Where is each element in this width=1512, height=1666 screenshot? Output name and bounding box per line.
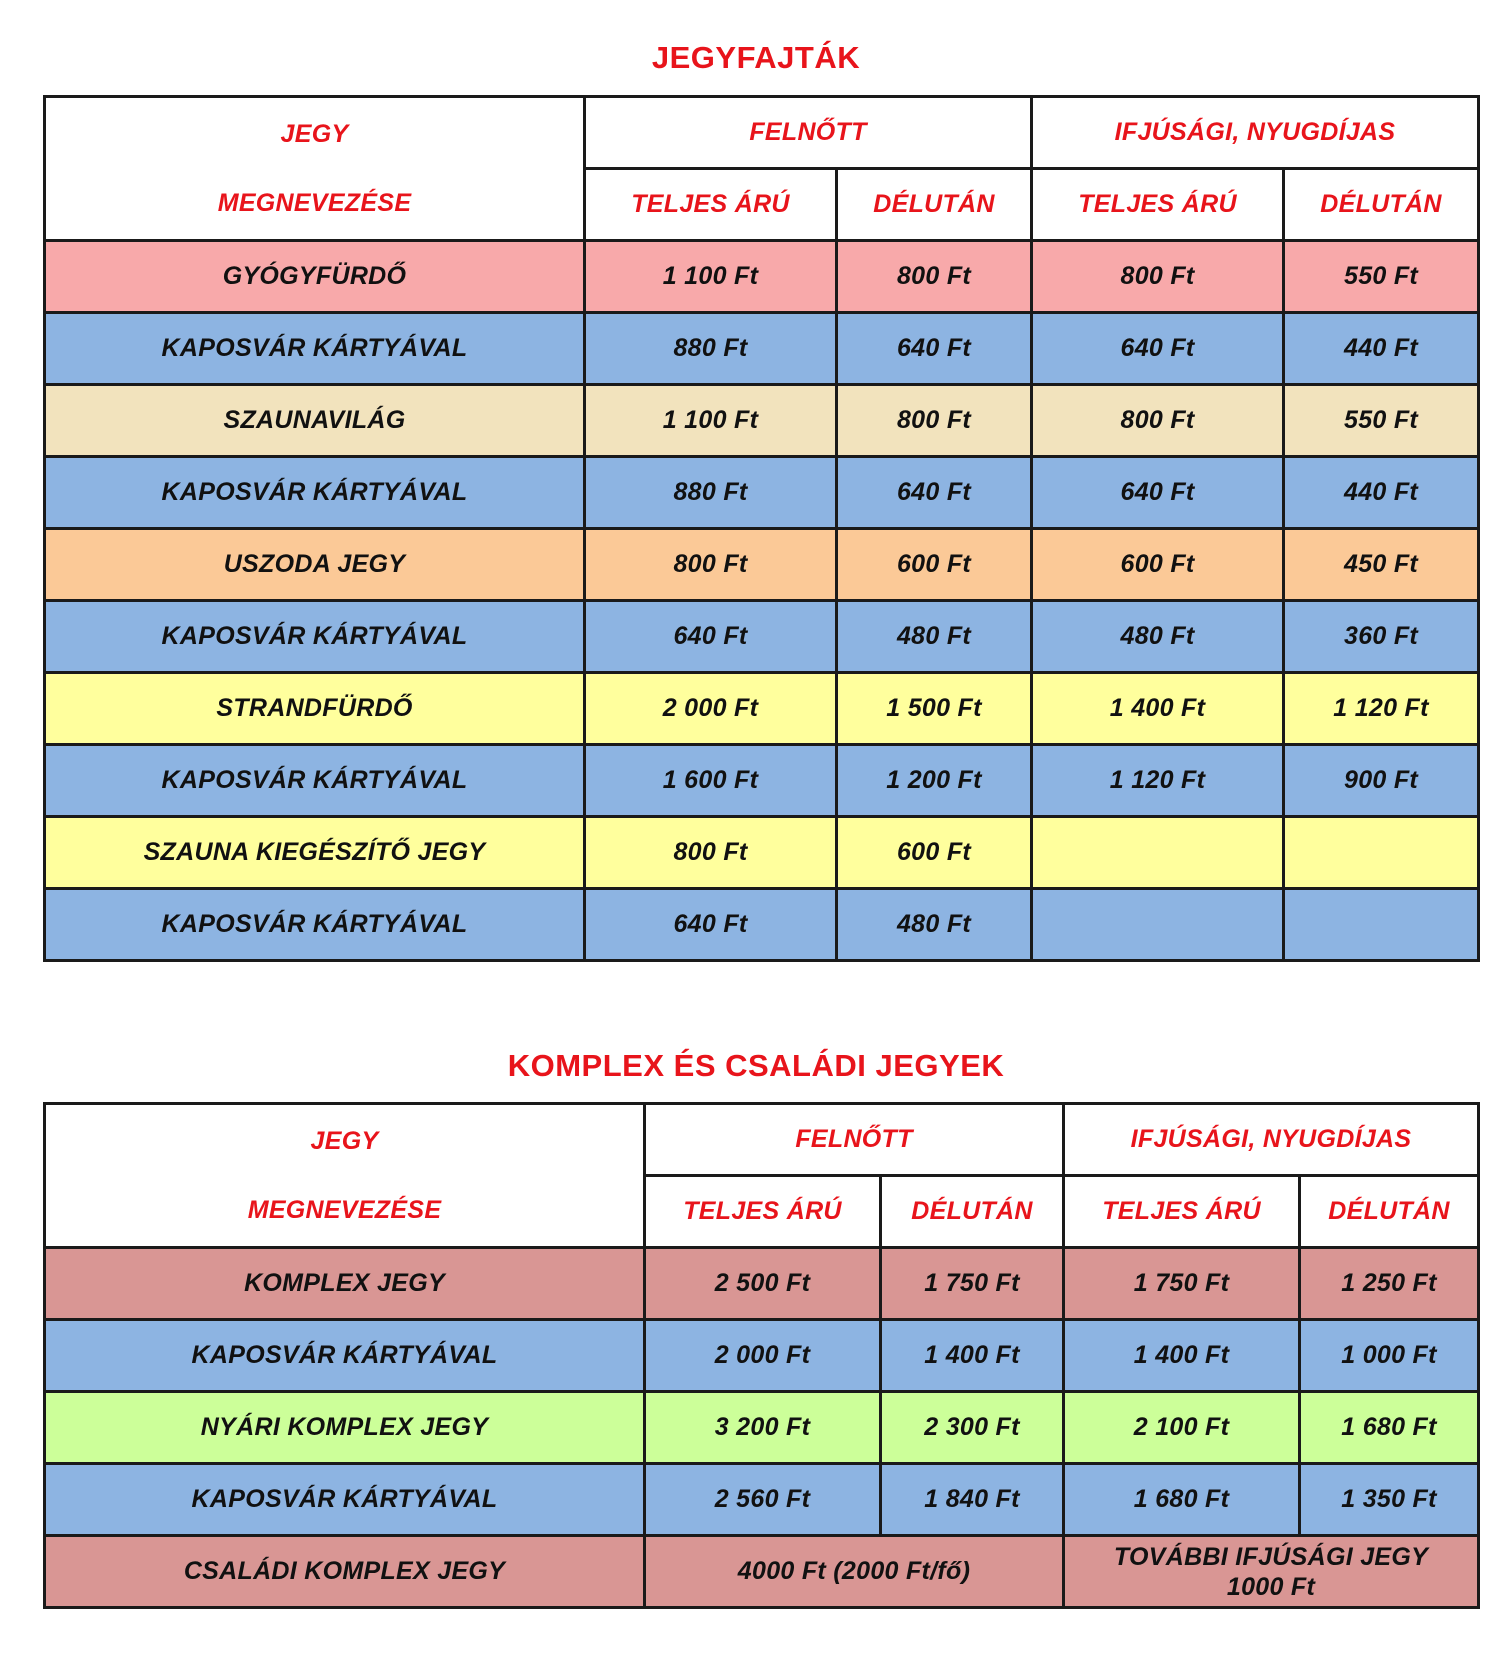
ticket-name-cell: USZODA JEGY [45,529,585,601]
table-row [45,889,1479,961]
adult-full-price-cell: 880 Ft [585,457,837,529]
youth-full-price-cell: 2 100 Ft [1064,1392,1300,1464]
adult-full-price-cell: 800 Ft [585,817,837,889]
youth-full-price-cell: 480 Ft [1032,601,1284,673]
complex-tickets-table [43,1102,1480,1609]
adult-afternoon-price-cell: 600 Ft [837,817,1032,889]
adult-afternoon-price-cell: 480 Ft [837,601,1032,673]
table-row [45,457,1479,529]
youth-afternoon-header: DÉLUTÁN [1284,169,1479,241]
adult-full-price-cell: 1 100 Ft [585,241,837,313]
youth-afternoon-price-cell: 450 Ft [1284,529,1479,601]
family-youth-line1: TOVÁBBI IFJÚSÁGI JEGY [1113,1542,1429,1571]
ticket-name-cell: SZAUNAVILÁG [45,385,585,457]
ticket-name-cell: SZAUNA KIEGÉSZÍTŐ JEGY [45,817,585,889]
youth-full-price-cell: 1 750 Ft [1064,1248,1300,1320]
table-row [45,529,1479,601]
ticket-name-cell: KAPOSVÁR KÁRTYÁVAL [45,1320,645,1392]
ticket-name-header-line1: JEGY [310,1126,379,1155]
adult-full-price-cell: 880 Ft [585,313,837,385]
youth-afternoon-price-cell: 1 120 Ft [1284,673,1479,745]
ticket-name-header [45,1104,645,1248]
youth-afternoon-price-cell: 440 Ft [1284,457,1479,529]
youth-afternoon-price-cell [1284,889,1479,961]
adult-afternoon-header: DÉLUTÁN [837,169,1032,241]
adult-afternoon-price-cell: 800 Ft [837,385,1032,457]
ticket-name-cell: KAPOSVÁR KÁRTYÁVAL [45,889,585,961]
ticket-types-table [43,95,1480,962]
ticket-name-cell: KOMPLEX JEGY [45,1248,645,1320]
family-youth-line2: 1000 Ft [1226,1572,1316,1601]
adult-full-price-cell: 3 200 Ft [645,1392,881,1464]
youth-full-price-cell: 800 Ft [1032,385,1284,457]
table2-body [45,1248,1479,1536]
adult-full-price-cell: 2 500 Ft [645,1248,881,1320]
adult-afternoon-price-cell: 1 400 Ft [881,1320,1064,1392]
table-row [45,673,1479,745]
adult-full-price-cell: 1 100 Ft [585,385,837,457]
youth-full-price-cell: 1 120 Ft [1032,745,1284,817]
ticket-name-cell: STRANDFÜRDŐ [45,673,585,745]
youth-full-price-cell: 600 Ft [1032,529,1284,601]
ticket-name-header-line2: MEGNEVEZÉSE [247,1195,442,1224]
youth-full-price-cell: 1 400 Ft [1064,1320,1300,1392]
adult-afternoon-price-cell: 600 Ft [837,529,1032,601]
youth-afternoon-price-cell: 900 Ft [1284,745,1479,817]
youth-afternoon-header: DÉLUTÁN [1300,1176,1479,1248]
adult-full-price-cell: 800 Ft [585,529,837,601]
youth-full-price-cell: 640 Ft [1032,457,1284,529]
ticket-name-cell: KAPOSVÁR KÁRTYÁVAL [45,457,585,529]
youth-afternoon-price-cell [1284,817,1479,889]
family-adult-price: 4000 Ft (2000 Ft/fő) [645,1536,1064,1608]
table-row [45,385,1479,457]
header-row-1 [45,97,1479,169]
table-row [45,241,1479,313]
family-youth-price [1064,1536,1479,1608]
family-ticket-name: CSALÁDI KOMPLEX JEGY [45,1536,645,1608]
table-row [45,1248,1479,1320]
ticket-name-cell: KAPOSVÁR KÁRTYÁVAL [45,601,585,673]
adult-afternoon-price-cell: 2 300 Ft [881,1392,1064,1464]
youth-afternoon-price-cell: 1 350 Ft [1300,1464,1479,1536]
ticket-name-cell: GYÓGYFÜRDŐ [45,241,585,313]
table1-body [45,241,1479,961]
ticket-name-cell: KAPOSVÁR KÁRTYÁVAL [45,745,585,817]
youth-full-price-cell: 1 680 Ft [1064,1464,1300,1536]
youth-afternoon-price-cell: 1 680 Ft [1300,1392,1479,1464]
youth-afternoon-price-cell: 360 Ft [1284,601,1479,673]
adult-afternoon-price-cell: 640 Ft [837,457,1032,529]
adult-afternoon-price-cell: 1 840 Ft [881,1464,1064,1536]
youth-full-header: TELJES ÁRÚ [1064,1176,1300,1248]
ticket-name-cell: KAPOSVÁR KÁRTYÁVAL [45,1464,645,1536]
adult-full-price-cell: 640 Ft [585,601,837,673]
adult-afternoon-header: DÉLUTÁN [881,1176,1064,1248]
youth-full-price-cell: 640 Ft [1032,313,1284,385]
adult-full-header: TELJES ÁRÚ [585,169,837,241]
adult-afternoon-price-cell: 1 500 Ft [837,673,1032,745]
youth-afternoon-price-cell: 1 250 Ft [1300,1248,1479,1320]
table2-title: KOMPLEX ÉS CSALÁDI JEGYEK [507,1048,1005,1083]
adult-group-header: FELNŐTT [585,97,1032,169]
ticket-name-cell: KAPOSVÁR KÁRTYÁVAL [45,313,585,385]
table-row [45,817,1479,889]
adult-afternoon-price-cell: 1 750 Ft [881,1248,1064,1320]
table1-title: JEGYFAJTÁK [651,40,861,75]
youth-afternoon-price-cell: 550 Ft [1284,385,1479,457]
youth-afternoon-price-cell: 440 Ft [1284,313,1479,385]
youth-afternoon-price-cell: 1 000 Ft [1300,1320,1479,1392]
table-row [45,313,1479,385]
adult-afternoon-price-cell: 1 200 Ft [837,745,1032,817]
ticket-name-cell: NYÁRI KOMPLEX JEGY [45,1392,645,1464]
youth-full-price-cell: 1 400 Ft [1032,673,1284,745]
adult-afternoon-price-cell: 480 Ft [837,889,1032,961]
adult-full-price-cell: 1 600 Ft [585,745,837,817]
youth-group-header: IFJÚSÁGI, NYUGDÍJAS [1064,1104,1479,1176]
adult-full-price-cell: 2 000 Ft [645,1320,881,1392]
adult-full-header: TELJES ÁRÚ [645,1176,881,1248]
youth-afternoon-price-cell: 550 Ft [1284,241,1479,313]
adult-full-price-cell: 2 560 Ft [645,1464,881,1536]
table-row [45,1320,1479,1392]
youth-full-price-cell: 800 Ft [1032,241,1284,313]
adult-afternoon-price-cell: 640 Ft [837,313,1032,385]
table-row [45,601,1479,673]
youth-full-price-cell [1032,817,1284,889]
ticket-name-header [45,97,585,241]
ticket-name-header-line2: MEGNEVEZÉSE [217,188,412,217]
adult-full-price-cell: 2 000 Ft [585,673,837,745]
table-row [45,745,1479,817]
youth-group-header: IFJÚSÁGI, NYUGDÍJAS [1032,97,1479,169]
youth-full-price-cell [1032,889,1284,961]
table-row [45,1464,1479,1536]
adult-group-header: FELNŐTT [645,1104,1064,1176]
family-ticket-row [45,1536,1479,1608]
adult-full-price-cell: 640 Ft [585,889,837,961]
table-row [45,1392,1479,1464]
adult-afternoon-price-cell: 800 Ft [837,241,1032,313]
youth-full-header: TELJES ÁRÚ [1032,169,1284,241]
ticket-name-header-line1: JEGY [280,119,349,148]
header-row-1 [45,1104,1479,1176]
